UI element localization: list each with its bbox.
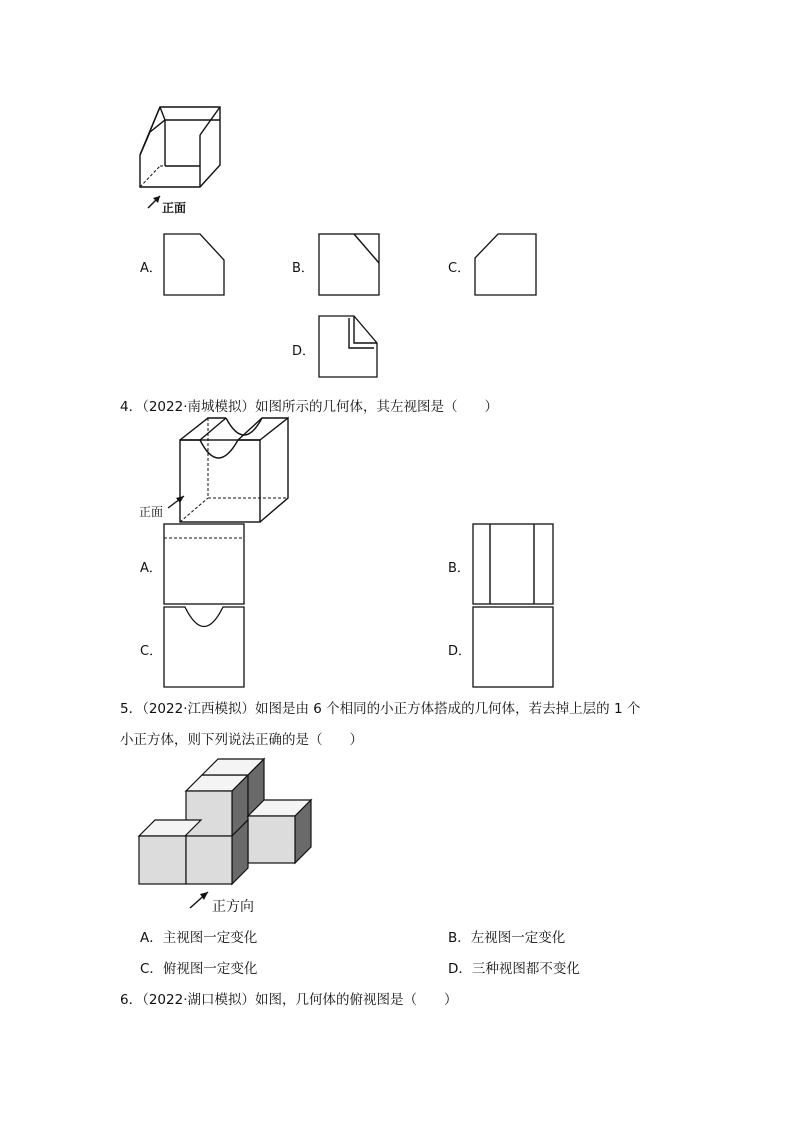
option-d-label[interactable]: D． bbox=[292, 344, 316, 359]
option-c-label[interactable]: C． bbox=[140, 644, 163, 659]
q4-stem: 4．（2022·南城模拟）如图所示的几何体，其左视图是（ ） bbox=[120, 399, 498, 415]
q5-stem-line2: 小正方体，则下列说法正确的是（ ） bbox=[120, 732, 363, 748]
option-b-label[interactable]: B． bbox=[448, 561, 470, 576]
option-c-label[interactable]: C． bbox=[448, 261, 471, 276]
option-c[interactable]: C．俯视图一定变化 bbox=[140, 961, 258, 977]
q6-stem: 6．（2022·湖口模拟）如图，几何体的俯视图是（ ） bbox=[120, 992, 458, 1008]
q3-option-c-figure bbox=[474, 233, 538, 297]
front-label: 正面 bbox=[162, 201, 187, 215]
arrow-icon bbox=[166, 494, 186, 510]
q4-option-c-figure bbox=[163, 606, 245, 688]
q3-option-b-figure bbox=[318, 233, 380, 297]
option-b-label[interactable]: B． bbox=[292, 261, 314, 276]
q4-option-a-figure bbox=[163, 523, 245, 605]
front-label: 正面 bbox=[139, 505, 164, 519]
q4-option-d-figure bbox=[472, 606, 554, 688]
option-d-label[interactable]: D． bbox=[448, 644, 472, 659]
direction-label: 正方向 bbox=[212, 899, 254, 915]
option-d[interactable]: D．三种视图都不变化 bbox=[448, 961, 580, 977]
arrow-icon bbox=[146, 194, 162, 210]
q4-option-b-figure bbox=[472, 523, 554, 605]
arrow-icon bbox=[188, 890, 210, 910]
q3-option-a-figure bbox=[163, 233, 225, 297]
q5-stem-line1: 5．（2022·江西模拟）如图是由 6 个相同的小正方体搭成的几何体，若去掉上层的 1 个 bbox=[120, 701, 641, 717]
option-b[interactable]: B．左视图一定变化 bbox=[448, 930, 566, 946]
option-a-label[interactable]: A． bbox=[140, 561, 162, 576]
q3-option-d-figure bbox=[318, 315, 380, 379]
option-a[interactable]: A．主视图一定变化 bbox=[140, 930, 258, 946]
option-a-label[interactable]: A． bbox=[140, 261, 162, 276]
